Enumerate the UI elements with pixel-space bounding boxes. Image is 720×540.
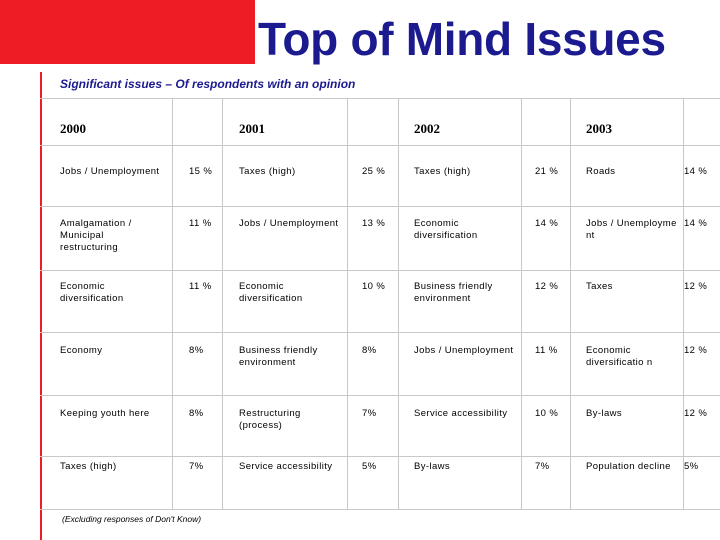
- issue-cell: Jobs / Unemployment: [239, 218, 339, 229]
- year-header: 2002: [414, 121, 440, 136]
- percent-cell: 7%: [362, 408, 377, 419]
- table-row-divider: [40, 98, 720, 99]
- table-column-divider: [683, 98, 684, 509]
- percent-cell: 11 %: [189, 281, 212, 292]
- percent-cell: 11 %: [189, 218, 212, 229]
- percent-cell: 14 %: [535, 218, 559, 229]
- percent-cell: 8%: [362, 345, 377, 356]
- issue-cell: Economic diversificatio n: [586, 345, 653, 368]
- table-row-divider: [40, 206, 720, 207]
- issue-cell: By-laws: [586, 408, 623, 419]
- table-column-divider: [398, 98, 399, 509]
- table-row-divider: [40, 332, 720, 333]
- issue-cell: Jobs / Unemployment: [60, 166, 160, 177]
- percent-cell: 14 %: [684, 218, 708, 229]
- percent-cell: 15 %: [189, 166, 213, 177]
- issue-cell: Keeping youth here: [60, 408, 150, 419]
- footnote: (Excluding responses of Don't Know): [62, 514, 202, 524]
- percent-cell: 12 %: [684, 408, 708, 419]
- table-row-divider: [40, 395, 720, 396]
- table-column-divider: [222, 98, 223, 509]
- percent-cell: 14 %: [684, 166, 708, 177]
- page-title: Top of Mind Issues: [258, 13, 666, 65]
- year-header: 2003: [586, 121, 612, 136]
- issue-cell: Taxes (high): [414, 166, 471, 177]
- percent-cell: 7%: [189, 461, 204, 472]
- table-column-divider: [521, 98, 522, 509]
- issue-cell: By-laws: [414, 461, 451, 472]
- year-header: 2001: [239, 121, 265, 136]
- percent-cell: 25 %: [362, 166, 386, 177]
- percent-cell: 11 %: [535, 345, 558, 356]
- issue-cell: Service accessibility: [414, 408, 508, 419]
- table-column-divider: [570, 98, 571, 509]
- issue-cell: Jobs / Unemployment: [414, 345, 514, 356]
- percent-cell: 8%: [189, 345, 204, 356]
- issue-cell: Business friendly environment: [239, 345, 318, 368]
- percent-cell: 21 %: [535, 166, 559, 177]
- red-accent-block: [0, 0, 255, 64]
- issue-cell: Economic diversification: [414, 218, 478, 241]
- issue-cell: Restructuring (process): [239, 408, 301, 431]
- issue-cell: Economy: [60, 345, 103, 356]
- table-row-divider: [40, 456, 720, 457]
- issue-cell: Amalgamation / Municipal restructuring: [60, 218, 132, 253]
- percent-cell: 12 %: [684, 345, 708, 356]
- percent-cell: 13 %: [362, 218, 386, 229]
- issue-cell: Service accessibility: [239, 461, 333, 472]
- percent-cell: 8%: [189, 408, 204, 419]
- percent-cell: 5%: [684, 461, 699, 472]
- percent-cell: 10 %: [535, 408, 559, 419]
- percent-cell: 12 %: [684, 281, 708, 292]
- percent-cell: 12 %: [535, 281, 559, 292]
- percent-cell: 10 %: [362, 281, 386, 292]
- percent-cell: 7%: [535, 461, 550, 472]
- percent-cell: 5%: [362, 461, 377, 472]
- table-column-divider: [172, 98, 173, 509]
- table-subtitle: Significant issues – Of respondents with an opinion: [60, 77, 356, 91]
- table-row-divider: [40, 270, 720, 271]
- issue-cell: Taxes: [586, 281, 613, 292]
- issue-cell: Taxes (high): [60, 461, 117, 472]
- issue-cell: Population decline: [586, 461, 671, 472]
- red-vertical-bar: [40, 72, 42, 540]
- issue-cell: Economic diversification: [239, 281, 303, 304]
- issue-cell: Business friendly environment: [414, 281, 493, 304]
- table-column-divider: [347, 98, 348, 509]
- table-row-divider: [40, 145, 720, 146]
- table-row-divider: [40, 509, 720, 510]
- year-header: 2000: [60, 121, 86, 136]
- issue-cell: Economic diversification: [60, 281, 124, 304]
- issue-cell: Taxes (high): [239, 166, 296, 177]
- issue-cell: Roads: [586, 166, 616, 177]
- issue-cell: Jobs / Unemployme nt: [586, 218, 677, 241]
